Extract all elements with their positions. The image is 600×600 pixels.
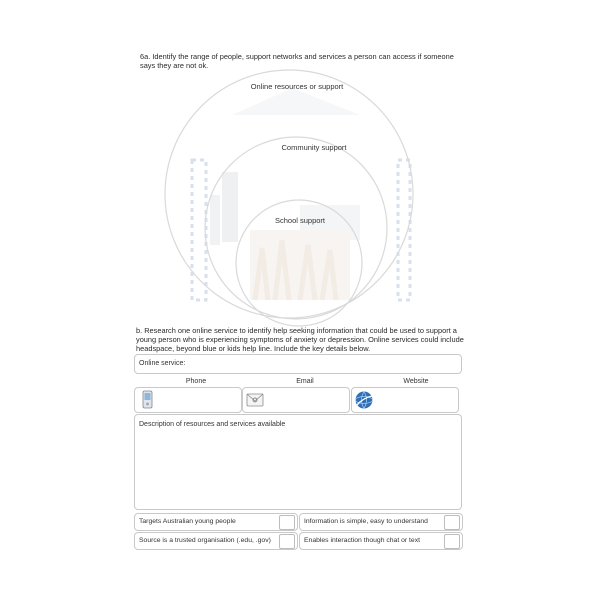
outer-circle-label: Online resources or support: [250, 82, 344, 91]
criteria-checkbox[interactable]: [279, 515, 295, 530]
criteria-item: [134, 532, 298, 550]
envelope-icon: [245, 390, 265, 410]
question-6a: 6a. Identify the range of people, support networks and services a person can access if someone says they are not ok.: [140, 52, 454, 70]
phone-field[interactable]: [134, 387, 242, 413]
question-6b: b. Research one online service to identify help seeking information that could be used to support a young person who is experiencing symptoms of anxiety or depression. Online services could include headspace, beyond blue or kids help line. Include the key details below.: [136, 326, 464, 353]
criteria-item: [299, 513, 463, 531]
criteria-checkbox[interactable]: [444, 534, 460, 549]
description-field[interactable]: [134, 414, 462, 510]
phone-header: Phone: [185, 378, 207, 385]
criteria-label: Information is simple, easy to understand: [304, 518, 428, 525]
description-label: Description of resources and services available: [139, 421, 286, 428]
phone-icon: [137, 390, 157, 410]
email-field[interactable]: [242, 387, 350, 413]
website-field[interactable]: [351, 387, 459, 413]
criteria-item: [299, 532, 463, 550]
online-service-label: Online service:: [139, 360, 186, 367]
email-header: Email: [296, 378, 314, 385]
criteria-item: [134, 513, 298, 531]
website-header: Website: [403, 378, 429, 385]
criteria-label: Source is a trusted organisation (.edu, .gov): [139, 537, 271, 544]
criteria-label: Targets Australian young people: [139, 518, 236, 525]
inner-circle-label: School support: [274, 216, 326, 225]
criteria-label: Enables interaction though chat or text: [304, 537, 420, 544]
online-service-field[interactable]: [134, 354, 462, 374]
middle-circle-label: Community support: [281, 143, 347, 152]
criteria-checkbox[interactable]: [279, 534, 295, 549]
criteria-checkbox[interactable]: [444, 515, 460, 530]
globe-icon: [354, 390, 374, 410]
